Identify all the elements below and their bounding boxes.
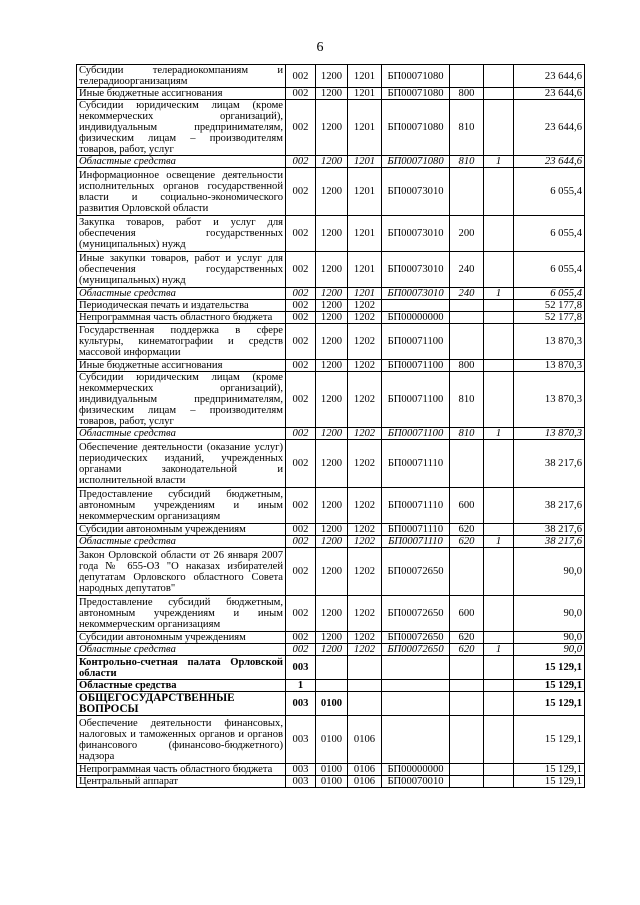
cell-target: БП00073010 [382,252,450,288]
cell-ministry: 002 [286,596,316,632]
cell-section: 1200 [316,300,348,312]
cell-expense-type: 600 [450,488,484,524]
cell-section: 1200 [316,65,348,88]
cell-source [484,692,514,716]
cell-target: БП00072650 [382,596,450,632]
cell-amount: 15 129,1 [514,764,585,776]
cell-ministry: 002 [286,288,316,300]
cell-expense-type: 810 [450,372,484,428]
cell-name: Областные средства [77,288,286,300]
cell-target: БП00071080 [382,156,450,168]
cell-section: 1200 [316,440,348,488]
cell-target: БП00073010 [382,288,450,300]
cell-expense-type: 810 [450,100,484,156]
cell-subsection: 1201 [348,65,382,88]
cell-name: Закон Орловской области от 26 января 2007 года № 655-ОЗ "О наказах избирателей депутатам Орловского областного Совета народных депутатов" [77,548,286,596]
cell-amount: 23 644,6 [514,88,585,100]
cell-ministry: 002 [286,428,316,440]
cell-subsection: 1201 [348,168,382,216]
table-row [77,65,585,88]
cell-source [484,372,514,428]
cell-subsection: 1202 [348,596,382,632]
table-row [77,656,585,680]
cell-ministry: 002 [286,300,316,312]
cell-target: БП00071110 [382,440,450,488]
cell-section: 1200 [316,632,348,644]
cell-target: БП00072650 [382,632,450,644]
cell-section: 1200 [316,312,348,324]
cell-source: 1 [484,428,514,440]
cell-amount: 38 217,6 [514,524,585,536]
cell-expense-type: 200 [450,216,484,252]
cell-subsection: 1201 [348,88,382,100]
cell-expense-type [450,716,484,764]
cell-amount: 13 870,3 [514,360,585,372]
cell-target: БП00071080 [382,65,450,88]
cell-source [484,440,514,488]
cell-source [484,360,514,372]
cell-amount: 15 129,1 [514,776,585,788]
cell-expense-type: 600 [450,596,484,632]
cell-source: 1 [484,536,514,548]
cell-expense-type: 620 [450,524,484,536]
cell-amount: 13 870,3 [514,324,585,360]
cell-subsection: 1201 [348,100,382,156]
cell-amount: 23 644,6 [514,100,585,156]
cell-ministry: 003 [286,764,316,776]
cell-subsection [348,680,382,692]
cell-expense-type [450,764,484,776]
cell-name: Субсидии юридическим лицам (кроме некоммерческих организаций), индивидуальным предпринимателям, физическим лицам – производителям товаров, работ, услуг [77,100,286,156]
table-row [77,548,585,596]
cell-name: Областные средства [77,156,286,168]
cell-expense-type: 810 [450,156,484,168]
cell-name: Иные бюджетные ассигнования [77,88,286,100]
table-row [77,428,585,440]
cell-section: 1200 [316,216,348,252]
cell-target: БП00070010 [382,776,450,788]
cell-source [484,65,514,88]
cell-source [484,324,514,360]
cell-expense-type: 620 [450,632,484,644]
cell-amount: 6 055,4 [514,252,585,288]
cell-source [484,596,514,632]
cell-expense-type: 800 [450,360,484,372]
table-row [77,216,585,252]
budget-table [76,64,585,788]
cell-target: БП00073010 [382,216,450,252]
cell-subsection: 1202 [348,644,382,656]
cell-ministry: 002 [286,372,316,428]
cell-ministry: 002 [286,440,316,488]
cell-name: ОБЩЕГОСУДАРСТВЕННЫЕ ВОПРОСЫ [77,692,286,716]
cell-source [484,312,514,324]
cell-name: Областные средства [77,428,286,440]
table-row [77,252,585,288]
cell-name: Иные бюджетные ассигнования [77,360,286,372]
cell-expense-type [450,776,484,788]
cell-subsection: 1202 [348,428,382,440]
cell-subsection: 1202 [348,632,382,644]
cell-expense-type: 240 [450,288,484,300]
cell-subsection: 1202 [348,300,382,312]
cell-subsection: 1202 [348,524,382,536]
cell-source [484,548,514,596]
cell-ministry: 003 [286,776,316,788]
cell-source: 1 [484,156,514,168]
cell-ministry: 002 [286,524,316,536]
cell-target [382,680,450,692]
cell-section: 1200 [316,428,348,440]
cell-source [484,656,514,680]
cell-name: Непрограммная часть областного бюджета [77,312,286,324]
cell-expense-type [450,324,484,360]
cell-subsection: 1202 [348,488,382,524]
cell-name: Иные закупки товаров, работ и услуг для обеспечения государственных (муниципальных) нужд [77,252,286,288]
cell-section: 1200 [316,324,348,360]
cell-ministry: 002 [286,252,316,288]
cell-section: 1200 [316,596,348,632]
cell-ministry: 002 [286,168,316,216]
cell-source [484,776,514,788]
table-row [77,692,585,716]
cell-ministry: 003 [286,656,316,680]
cell-name: Областные средства [77,536,286,548]
cell-name: Контрольно-счетная палата Орловской области [77,656,286,680]
cell-section: 1200 [316,168,348,216]
cell-target: БП00072650 [382,644,450,656]
cell-name: Центральный аппарат [77,776,286,788]
cell-ministry: 002 [286,632,316,644]
cell-ministry: 002 [286,536,316,548]
cell-amount: 52 177,8 [514,312,585,324]
cell-source [484,716,514,764]
cell-section: 1200 [316,372,348,428]
cell-section: 1200 [316,360,348,372]
cell-name: Субсидии автономным учреждениям [77,632,286,644]
cell-amount: 38 217,6 [514,536,585,548]
cell-target: БП00071100 [382,324,450,360]
cell-target [382,716,450,764]
cell-section: 1200 [316,488,348,524]
table-row [77,764,585,776]
cell-amount: 90,0 [514,596,585,632]
cell-target: БП00071080 [382,88,450,100]
cell-ministry: 002 [286,216,316,252]
cell-target: БП00071080 [382,100,450,156]
cell-ministry: 003 [286,716,316,764]
cell-ministry: 002 [286,65,316,88]
cell-subsection: 1202 [348,536,382,548]
cell-expense-type: 810 [450,428,484,440]
cell-amount: 38 217,6 [514,488,585,524]
table-row [77,156,585,168]
cell-target [382,692,450,716]
cell-subsection [348,656,382,680]
table-row [77,100,585,156]
table-row [77,288,585,300]
cell-expense-type [450,300,484,312]
cell-subsection: 0106 [348,716,382,764]
cell-subsection: 1201 [348,288,382,300]
cell-section: 1200 [316,156,348,168]
table-row [77,312,585,324]
cell-target: БП00071100 [382,428,450,440]
cell-expense-type: 240 [450,252,484,288]
table-row [77,596,585,632]
cell-expense-type: 620 [450,536,484,548]
cell-expense-type: 800 [450,88,484,100]
cell-amount: 90,0 [514,548,585,596]
cell-source [484,100,514,156]
cell-name: Обеспечение деятельности (оказание услуг) периодических изданий, учрежденных органами законодательной и исполнительной власти [77,440,286,488]
cell-section: 0100 [316,764,348,776]
cell-subsection: 1201 [348,156,382,168]
table-row [77,372,585,428]
cell-subsection: 1202 [348,324,382,360]
table-row [77,524,585,536]
table-row [77,536,585,548]
cell-ministry: 002 [286,548,316,596]
cell-amount: 6 055,4 [514,216,585,252]
cell-amount: 38 217,6 [514,440,585,488]
cell-target: БП00000000 [382,764,450,776]
cell-subsection: 1202 [348,312,382,324]
cell-target: БП00071110 [382,524,450,536]
table-row [77,88,585,100]
cell-source [484,764,514,776]
cell-section [316,656,348,680]
cell-target [382,300,450,312]
cell-amount: 15 129,1 [514,716,585,764]
cell-expense-type [450,312,484,324]
cell-section: 1200 [316,100,348,156]
cell-section: 1200 [316,288,348,300]
cell-subsection: 1202 [348,372,382,428]
table-row [77,716,585,764]
cell-subsection: 1201 [348,252,382,288]
cell-ministry: 003 [286,692,316,716]
cell-source [484,488,514,524]
cell-name: Предоставление субсидий бюджетным, автономным учреждениям и иным некоммерческим организациям [77,596,286,632]
cell-amount: 13 870,3 [514,428,585,440]
cell-ministry: 002 [286,100,316,156]
cell-ministry: 002 [286,312,316,324]
cell-name: Областные средства [77,680,286,692]
cell-ministry: 002 [286,324,316,360]
cell-source: 1 [484,288,514,300]
cell-expense-type [450,680,484,692]
cell-section: 1200 [316,252,348,288]
cell-source [484,300,514,312]
cell-source: 1 [484,644,514,656]
table-row [77,644,585,656]
cell-ministry: 002 [286,360,316,372]
table-row [77,360,585,372]
cell-amount: 23 644,6 [514,156,585,168]
cell-source [484,88,514,100]
cell-target [382,656,450,680]
cell-section: 1200 [316,536,348,548]
cell-target: БП00071110 [382,488,450,524]
cell-subsection: 0106 [348,776,382,788]
cell-section: 1200 [316,548,348,596]
cell-subsection [348,692,382,716]
cell-section: 1200 [316,88,348,100]
cell-subsection: 1202 [348,548,382,596]
cell-section: 0100 [316,776,348,788]
cell-target: БП00072650 [382,548,450,596]
cell-subsection: 0106 [348,764,382,776]
cell-expense-type: 620 [450,644,484,656]
table-row [77,440,585,488]
cell-expense-type [450,692,484,716]
cell-name: Обеспечение деятельности финансовых, налоговых и таможенных органов и органов финансового (финансово-бюджетного) надзора [77,716,286,764]
cell-name: Субсидии телерадиокомпаниям и телерадиоорганизациям [77,65,286,88]
cell-amount: 6 055,4 [514,288,585,300]
cell-amount: 90,0 [514,644,585,656]
cell-amount: 23 644,6 [514,65,585,88]
cell-ministry: 002 [286,644,316,656]
cell-source [484,632,514,644]
cell-section: 1200 [316,644,348,656]
cell-section: 0100 [316,716,348,764]
cell-source [484,168,514,216]
cell-section [316,680,348,692]
table-row [77,300,585,312]
cell-amount: 15 129,1 [514,680,585,692]
page-number: 6 [316,40,324,55]
cell-target: БП00000000 [382,312,450,324]
cell-name: Субсидии юридическим лицам (кроме некоммерческих организаций), индивидуальным предпринимателям, физическим лицам – производителям товаров, работ, услуг [77,372,286,428]
cell-name: Периодическая печать и издательства [77,300,286,312]
table-row [77,680,585,692]
cell-amount: 13 870,3 [514,372,585,428]
cell-expense-type [450,440,484,488]
cell-expense-type [450,168,484,216]
cell-name: Субсидии автономным учреждениям [77,524,286,536]
cell-target: БП00071100 [382,360,450,372]
cell-target: БП00071100 [382,372,450,428]
cell-source [484,524,514,536]
cell-expense-type [450,656,484,680]
cell-amount: 6 055,4 [514,168,585,216]
cell-name: Непрограммная часть областного бюджета [77,764,286,776]
cell-subsection: 1202 [348,360,382,372]
cell-source [484,252,514,288]
cell-ministry: 002 [286,488,316,524]
cell-section: 0100 [316,692,348,716]
cell-amount: 90,0 [514,632,585,644]
table-row [77,324,585,360]
cell-amount: 15 129,1 [514,692,585,716]
cell-subsection: 1201 [348,216,382,252]
cell-source [484,680,514,692]
table-row [77,632,585,644]
cell-amount: 15 129,1 [514,656,585,680]
cell-target: БП00071110 [382,536,450,548]
cell-name: Информационное освещение деятельности исполнительных органов государственной власти и социально-экономического развития Орловской области [77,168,286,216]
cell-ministry: 002 [286,156,316,168]
cell-subsection: 1202 [348,440,382,488]
cell-ministry: 002 [286,88,316,100]
table-row [77,488,585,524]
cell-expense-type [450,65,484,88]
cell-name: Областные средства [77,644,286,656]
cell-name: Предоставление субсидий бюджетным, автономным учреждениям и иным некоммерческим организациям [77,488,286,524]
cell-ministry: 1 [286,680,316,692]
cell-section: 1200 [316,524,348,536]
cell-name: Закупка товаров, работ и услуг для обеспечения государственных (муниципальных) нужд [77,216,286,252]
table-row [77,776,585,788]
cell-expense-type [450,548,484,596]
cell-source [484,216,514,252]
table-row [77,168,585,216]
cell-amount: 52 177,8 [514,300,585,312]
cell-name: Государственная поддержка в сфере культуры, кинематографии и средств массовой информации [77,324,286,360]
cell-target: БП00073010 [382,168,450,216]
